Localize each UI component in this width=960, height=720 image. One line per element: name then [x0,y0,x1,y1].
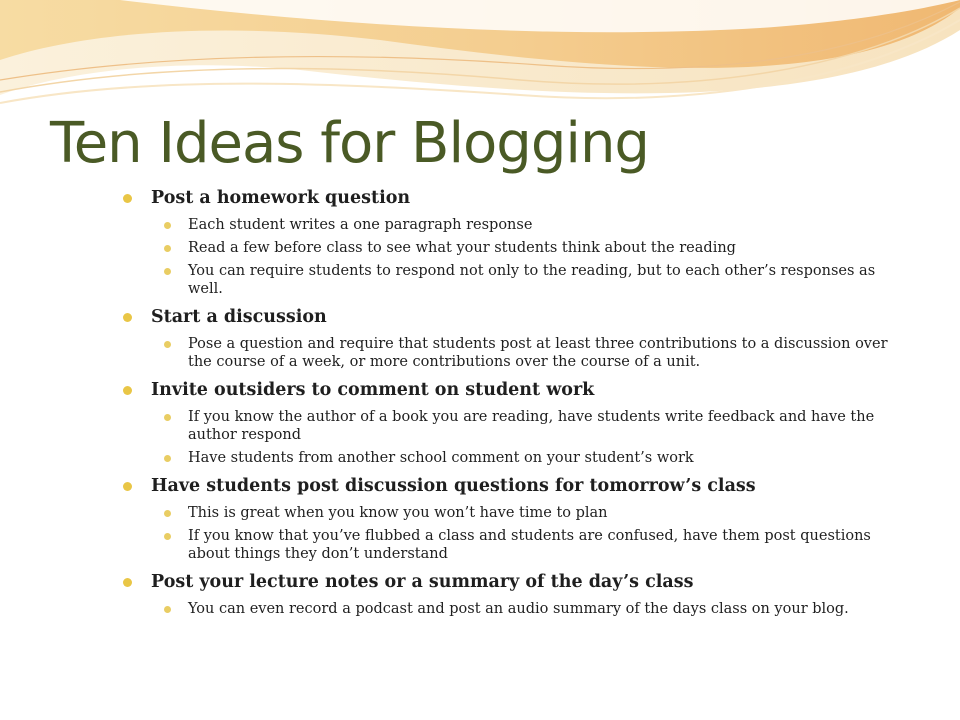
bullet-icon [123,386,132,395]
sub-bullet-item [151,262,912,298]
sub-bullet-list [151,600,912,618]
bullet-icon [123,482,132,491]
sub-bullet-item [151,449,912,467]
main-bullet-item [122,378,912,467]
sub-bullet-icon [164,222,171,229]
main-bullet-item [122,474,912,563]
sub-bullet-item [151,504,912,522]
sub-bullet-list [151,408,912,467]
main-bullet-label: Have students post discussion questions for tomorrow’s class [151,476,756,496]
sub-bullet-icon [164,268,171,275]
main-bullet-label: Invite outsiders to comment on student work [151,380,595,400]
sub-bullet-list [151,504,912,563]
sub-bullet-item [151,239,912,257]
sub-bullet-item [151,527,912,563]
main-bullet-label: Post a homework question [151,188,411,208]
bullet-icon [123,313,132,322]
main-bullet-label: Start a discussion [151,307,327,327]
sub-bullet-text: Have students from another school comment on your student’s work [188,450,694,466]
sub-bullet-text: Each student writes a one paragraph response [188,217,533,233]
sub-bullet-icon [164,533,171,540]
sub-bullet-icon [164,606,171,613]
main-bullet-label: Post your lecture notes or a summary of the day’s class [151,572,694,592]
main-bullet-item [122,186,912,298]
sub-bullet-item [151,408,912,444]
sub-bullet-text: If you know that you’ve flubbed a class and students are confused, have them post questions about things they don’t understand [188,528,871,562]
main-bullet-item [122,305,912,371]
sub-bullet-text: Read a few before class to see what your students think about the reading [188,240,736,256]
bullet-icon [123,578,132,587]
sub-bullet-item [151,216,912,234]
sub-bullet-text: This is great when you know you won’t have time to plan [188,505,608,521]
sub-bullet-item [151,600,912,618]
sub-bullet-icon [164,510,171,517]
bullet-icon [123,194,132,203]
sub-bullet-text: You can even record a podcast and post an audio summary of the days class on your blog. [188,601,849,617]
sub-bullet-text: You can require students to respond not only to the reading, but to each other’s responses as well. [188,263,876,297]
sub-bullet-list [151,216,912,298]
bullet-list [122,186,912,618]
sub-bullet-icon [164,455,171,462]
sub-bullet-text: If you know the author of a book you are reading, have students write feedback and have the author respond [188,409,875,443]
slide-title: Ten Ideas for Blogging [50,111,649,176]
main-bullet-item [122,570,912,618]
sub-bullet-icon [164,414,171,421]
sub-bullet-text: Pose a question and require that students post at least three contributions to a discussion over the course of a week, or more contributions over the course of a unit. [188,336,888,370]
sub-bullet-icon [164,245,171,252]
sub-bullet-item [151,335,912,371]
sub-bullet-icon [164,341,171,348]
sub-bullet-list [151,335,912,371]
